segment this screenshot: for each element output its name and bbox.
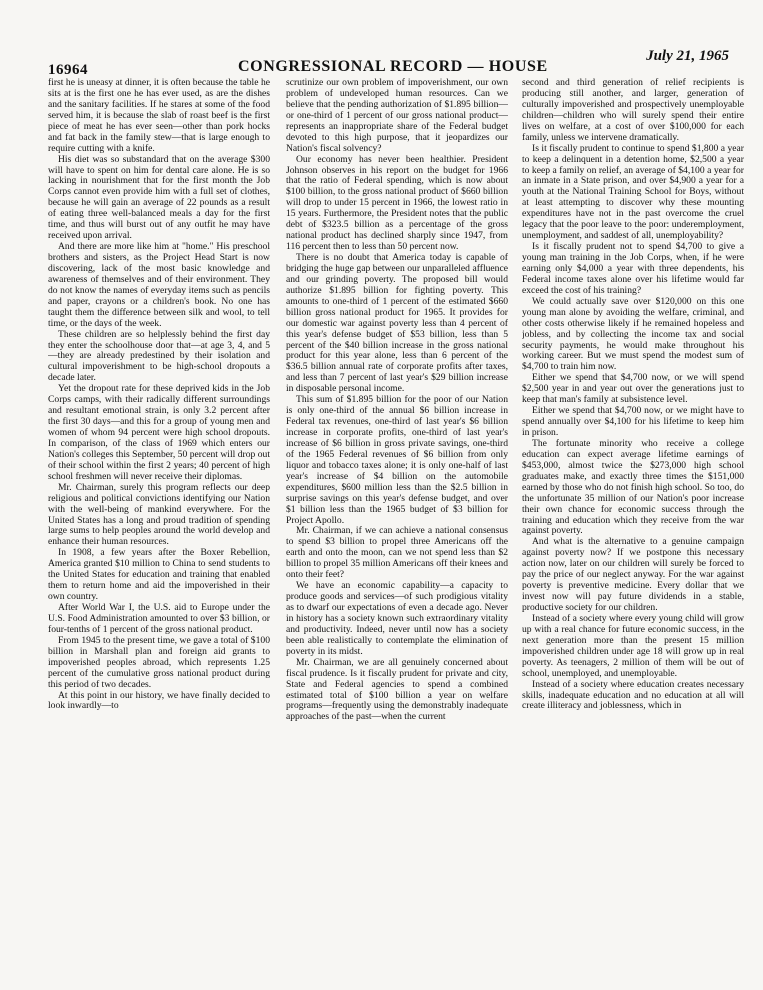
- paragraph: Instead of a society where education creates necessary skills, inadequate education and no education at all will create illiteracy and joblessness, which in: [522, 678, 744, 712]
- column-3: [522, 78, 744, 968]
- column-1: [48, 78, 270, 968]
- paragraph: And what is the alternative to a genuine campaign against poverty now? If we postpone this necessary action now, later on our children will surely be forced to pay the price of our neglect anyway. For the war against poverty is preventive medicine. Every dollar that we invest now will pay future dividends in a stable, productive society for our children.: [522, 536, 744, 613]
- paragraph: After World War I, the U.S. aid to Europe under the U.S. Food Administration amounted to over $3 billion, or four-tenths of 1 percent of the gross national product.: [48, 602, 270, 635]
- paragraph: Our economy has never been healthier. President Johnson observes in his report on the budget for 1966 that the ratio of Federal spending, which is now about $100 billion, to the gross national product of $660 billion will drop to under 15 percent in 1966, the lowest ratio in 15 years. Furthermore, the President notes that the public debt of $323.5 billion as a percentage of the gross national product has declined sharply since 1947, from 116 percent then to less than 50 percent now.: [286, 153, 508, 253]
- paragraph: Is it fiscally prudent not to spend $4,700 to give a young man training in the Job Corps, when, if he were earning only $4,000 a year with three dependents, his Federal income taxes alone over his lifetime would far exceed the cost of his training?: [522, 241, 744, 296]
- paragraph: Yet the dropout rate for these deprived kids in the Job Corps camps, with their radically different surroundings and resultant emotional strain, is only 3.2 percent after the first 30 days—and this for a group of young men and women of whom 94 percent were high school dropouts. In comparison, of the class of 1969 which enters our Nation's colleges this September, 50 percent will drop out of their school within the first 2 years; 40 percent of high school freshmen will never receive their diplomas.: [48, 383, 270, 482]
- paragraph: Is it fiscally prudent to continue to spend $1,800 a year to keep a delinquent in a detention home, $2,500 a year to keep a family on relief, an average of $4,100 a year for an inmate in a State prison, and over $4,900 a year for a youth at the National Training School for Boys, without at least attempting to discover why these mounting expenditures have not in the past overcome the cruel legacy that the poor leave to the poor: underemployment, unemployment, and saddest of all, unemployability?: [522, 142, 744, 242]
- paragraph: We could actually save over $120,000 on this one young man alone by avoiding the welfare, criminal, and other costs otherwise likely if he remained hopeless and jobless, and by collecting the income tax and social security payments, he would make throughout his working career. But we must spend the modest sum of $4,700 to train him now.: [522, 295, 744, 373]
- paragraph: His diet was so substandard that on the average $300 will have to spent on him for dental care alone. He is so lacking in nourishment that for the first month the Job Corps cannot even provide him with a full set of clothes, because he will gain an average of 22 pounds as a result of eating three well-balanced meals a day for the first time, and thus will burst out of any outfit he may have received upon arrival.: [48, 153, 270, 242]
- paragraph: Either we spend that $4,700 now, or we will spend $2,500 year in and year out over the generations just to keep that man's family at subsistence level.: [522, 372, 744, 406]
- page-date: July 21, 1965: [646, 48, 729, 64]
- paragraph: In 1908, a few years after the Boxer Rebellion, America granted $10 million to China to send students to the United States for education and training that enabled them to return home and aid the impoverished in their own country.: [48, 547, 270, 603]
- paragraph: From 1945 to the present time, we gave a total of $100 billion in Marshall plan and foreign aid grants to impoverished peoples abroad, which represents 1.25 percent of the cumulative gross national product during this period of two decades.: [48, 634, 270, 690]
- paragraph: And there are more like him at "home." His preschool brothers and sisters, as the Project Head Start is now discovering, lack of the most basic knowledge and awareness of themselves and of their environment. They do not know the names of everyday items such as pencils and paper, crayons or a children's book. No one has taught them the difference between silk and wool, to tell time, or the days of the week.: [48, 241, 270, 329]
- paragraph: This sum of $1.895 billion for the poor of our Nation is only one-third of the annual $6 billion increase in Federal tax revenues, one-third of last year's $6 billion increase in corporate profits, one-third of last year's increase of $6 billion in gross private savings, one-third of the 1965 Federal revenues of $6 billion from only liquor and tobacco taxes alone; it is only one-half of last year's increase of $4 billion on the automobile expenditures, $600 million less than the $2.5 billion in surprise savings on this year's defense budget, and over $1 billion less than the 1965 budget of $3 billion for Project Apollo.: [286, 394, 508, 526]
- paragraph: Instead of a society where every young child will grow up with a real chance for future economic success, in the next generation more than the present 15 million impoverished children under age 18 will grow up in real poverty. As teenagers, 2 million of them will be out of school, unemployed, and unemployable.: [522, 612, 744, 679]
- paragraph: We have an economic capability—a capacity to produce goods and services—of such prodigious vitality as to dwarf our expectations of even a decade ago. Never in history has a society known such extraordinary vitality and productivity. Indeed, never until now has a society been able realistically to contemplate the elimination of poverty in its midst.: [286, 580, 508, 657]
- paragraph: second and third generation of relief recipients is producing still another, and larger, generation of culturally impoverished and prospectively unemployable children—children who will surely spend their entire lives on welfare, at a cost of over $100,000 for each family, unless we intervene dramatically.: [522, 78, 744, 143]
- journal-title: CONGRESSIONAL RECORD — HOUSE: [238, 58, 548, 75]
- text-columns: [48, 78, 744, 968]
- paragraph: Either we spend that $4,700 now, or we might have to spend annually over $4,100 for his lifetime to keep him in prison.: [522, 405, 744, 438]
- paragraph: These children are so helplessly behind the first day they enter the schoolhouse door that—at age 3, 4, and 5—they are already predestined by their isolation and cultural impoverishment to be high-school dropouts a decade later.: [48, 328, 270, 384]
- paragraph: Mr. Chairman, surely this program reflects our deep religious and political convictions identifying our Nation with the well-being of mankind everywhere. For the United States has a long and proud tradition of spending large sums to help peoples around the world develop and enhance their human resources.: [48, 481, 270, 548]
- paragraph: scrutinize our own problem of impoverishment, our own problem of undeveloped human resources. Can we believe that the pending authorization of $1.895 billion—or one-third of 1 percent of our gross national product—represents an inappropriate share of the Federal budget devoted to this high purpose, that it jeopardizes our Nation's fiscal solvency?: [286, 78, 508, 154]
- paragraph: Mr. Chairman, if we can achieve a national consensus to spend $3 billion to propel three Americans off the earth and onto the moon, can we not spend less than $2 billion to propel 35 million Americans off their knees and onto their feet?: [286, 525, 508, 581]
- paragraph: There is no doubt that America today is capable of bridging the huge gap between our unparalleled affluence and our grinding poverty. The proposed bill would authorize $1.895 billion for fighting poverty. This amounts to one-third of 1 percent of the estimated $660 billion gross national product for 1965. It provides for our domestic war against poverty less than 4 percent of this year's defense budget of $53 billion, less than 5 percent of the $40 billion increase in the gross national product for this year alone, less than 6 percent of the $36.5 billion annual rate of corporate profits after taxes, and less than 7 percent of last year's $29 billion increase in disposable personal income.: [286, 252, 508, 395]
- page-header: [48, 48, 741, 78]
- paragraph: Mr. Chairman, we are all genuinely concerned about fiscal prudence. Is it fiscally prudent for private and city, State and Federal agencies to spend a combined estimated total of $100 billion a year on welfare programs—frequently using the demonstrably inadequate approaches of the past—when the current: [286, 656, 508, 723]
- paragraph: At this point in our history, we have finally decided to look inwardly—to: [48, 689, 270, 712]
- page-number: 16964: [48, 62, 88, 78]
- paragraph: first he is uneasy at dinner, it is often because the table he sits at is the first one he has ever used, as are the dishes and the sanitary facilities. If he stares at some of the food served him, it is because the slab of roast beef is the first piece of meat he has ever seen—other than pork hocks and fat back in the family stew—that is large enough to require cutting with a knife.: [48, 78, 270, 154]
- paragraph: The fortunate minority who receive a college education can expect average lifetime earnings of $453,000, almost twice the $273,000 high school graduates make, and exactly three times the $151,000 earned by those who do not finish high school. So too, do the unfortunate 35 million of our Nation's poor increase their own chance for economic success through the training and education which they receive from the war against poverty.: [522, 437, 744, 537]
- column-2: [286, 78, 508, 968]
